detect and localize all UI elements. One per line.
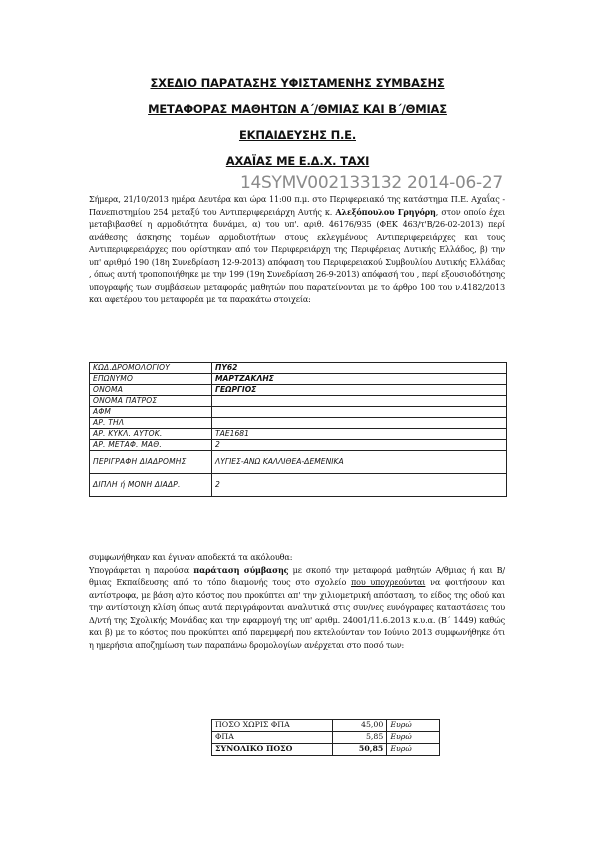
route-details-table: [89, 362, 507, 497]
route-table-row: [90, 363, 507, 374]
intro-text-3: με τα παρακάτω στοιχεία:: [206, 294, 311, 304]
route-field-value: ΛΥΓΙΕΣ-ΑΝΩ ΚΑΛΛΙΘΕΑ-ΔΕΜΕΝΙΚΑ: [212, 451, 507, 474]
route-field-value: ΜΑΡΤΖΑΚΛΗΣ: [212, 374, 507, 385]
cost-amount-cell: 50,85: [332, 744, 387, 756]
route-table-body: [90, 363, 507, 497]
agreement-paragraph: [89, 551, 505, 651]
agreement-text-1: Υπογράφεται η παρούσα: [89, 564, 194, 575]
route-field-value: ΤΑΕ1681: [212, 429, 507, 440]
route-table-row: [90, 407, 507, 418]
route-field-label: ΑΦΜ: [90, 407, 212, 418]
route-field-value: ΠΥ62: [212, 363, 507, 374]
route-field-value: 2: [212, 440, 507, 451]
cost-currency-cell: Ευρώ: [387, 720, 440, 732]
cost-table: [211, 719, 440, 756]
cost-table-row: [212, 732, 440, 744]
route-field-label: ΑΡ. ΤΗΛ: [90, 418, 212, 429]
route-table-row: [90, 374, 507, 385]
cost-table-row: [212, 744, 440, 756]
route-field-value: ΓΕΩΡΓΙΟΣ: [212, 385, 507, 396]
route-table-row: [90, 418, 507, 429]
title-line-3: ΕΚΠΑΙΔΕΥΣΗΣ Π.Ε.: [238, 128, 356, 142]
route-field-label: ΚΩΔ.ΔΡΟΜΟΛΟΓΙΟΥ: [90, 363, 212, 374]
route-field-value: [212, 396, 507, 407]
intro-text-2: , στον οποίο έχει μεταβιβασθεί η αρμοδιότητα δυνάμει, α) του υπ'. αριθ. 46176/935 (ΦΕΚ 463/τ'Β/26-02-2013) περί ανάθεσης άσκησης τομέων αρμοδιοτήτων στους εκλεγμένους Αντιπεριφερειάρχες και τους Αντιπεριφερειάρχες που ορίστηκαν από τον Περιφερειάρχη της Περιφέρειας Δυτικής Ελλάδος, β) την υπ' αριθμό 190 (18η Συνεδρίαση 12-9-2013) απόφαση του Περιφερειακού Συμβουλίου Δυτικής Ελλάδας , όπως αυτή τροποποιήθηκε με την 199 (19η Συνεδρίαση 26-9-2013) απόφασή του , περί εξουσιοδότησης υπογραφής των συμβάσεων μεταφοράς μαθητών που παρατείνονται με το άρθρο 100 του ν.4182/2013 και αφετέρου του μεταφορέα: [89, 206, 506, 304]
route-table-row: [90, 451, 507, 474]
cost-table-row: [212, 720, 440, 732]
route-table-row: [90, 429, 507, 440]
cost-label-cell: ΦΠΑ: [212, 732, 333, 744]
route-field-label: ΑΡ. ΚΥΚΛ. ΑΥΤΟΚ.: [90, 429, 212, 440]
route-field-label: ΔΙΠΛΗ ή ΜΟΝΗ ΔΙΑΔΡ.: [90, 474, 212, 497]
title-line-4: ΑΧΑΪΑΣ ΜΕ Ε.Δ.Χ. ΤΑΧΙ: [225, 154, 370, 168]
contract-extension-term: παράταση σύμβασης: [193, 564, 289, 575]
obligation-term: που υποχρεούνται: [350, 577, 426, 587]
cost-amount-cell: 45,00: [332, 720, 387, 732]
agreement-text-3: να φοιτήσουν και αντίστροφα, με βάση α)το κόστος που προκύπτει απ' την χιλιομετρική απόσταση, το είδος της οδού και την αντίστοιχη κλίση όπως αυτά περιγράφονται αναλυτικά στις συν/νες ευνόγραφες καταστάσεις του Δ/ντή της Σχολικής Μονάδας και την εφαρμογή της υπ' αριθμ. 24001/11.6.2013 κ.υ.α. (Β΄ 1449) καθώς και β) με το κόστος που προκύπτει από παρεμφερή που εκτελούνταν τον Ιούνιο 2013 συμφωνήθηκε ότι η ημερήσια αποζημίωση των παραπάνω δρομολογίων ανέρχεται στο ποσό των:: [89, 577, 506, 650]
route-table-row: [90, 474, 507, 497]
cost-currency-cell: Ευρώ: [387, 732, 440, 744]
intro-paragraph: [89, 193, 505, 306]
route-field-value: [212, 418, 507, 429]
cost-label-cell: ΣΥΝΟΛΙΚΟ ΠΟΣΟ: [212, 744, 333, 756]
route-table-row: [90, 396, 507, 407]
route-field-value: [212, 407, 507, 418]
route-field-label: ΟΝΟΜΑ ΠΑΤΡΟΣ: [90, 396, 212, 407]
route-field-label: ΟΝΟΜΑ: [90, 385, 212, 396]
document-title-block: [0, 70, 595, 174]
cost-currency-cell: Ευρώ: [387, 744, 440, 756]
cost-label-cell: ΠΟΣΟ ΧΩΡΙΣ ΦΠΑ: [212, 720, 333, 732]
title-line-1: ΣΧΕΔΙΟ ΠΑΡΑΤΑΣΗΣ ΥΦΙΣΤΑΜΕΝΗΣ ΣΥΜΒΑΣΗΣ: [150, 76, 445, 90]
intro-text-1: Σήμερα, 21/10/2013 ημέρα Δευτέρα και ώρα 11:00 π.μ. στο Περιφερειακό της κατάστημα Π.Ε. Αχαΐας - Πανεπιστημίου 254 μεταξύ του Αντιπεριφερειάρχη Αυτής κ.: [89, 194, 505, 217]
agreement-text-2: με σκοπό την μεταφορά μαθητών Α/θμιας ή και Β/θμιας Εκπαίδευσης από το τόπο διαμονής τους στο σχολείο: [89, 564, 505, 587]
route-field-label: ΕΠΩΝΥΜΟ: [90, 374, 212, 385]
cost-amount-cell: 5,85: [332, 732, 387, 744]
route-table-row: [90, 440, 507, 451]
cost-table-body: [212, 720, 440, 756]
route-table-row: [90, 385, 507, 396]
route-field-label: ΠΕΡΙΓΡΑΦΗ ΔΙΑΔΡΟΜΗΣ: [90, 451, 212, 474]
title-line-2: ΜΕΤΑΦΟΡΑΣ ΜΑΘΗΤΩΝ Α΄/ΘΜΙΑΣ ΚΑΙ Β΄/ΘΜΙΑΣ: [148, 102, 447, 116]
route-field-value: 2: [212, 474, 507, 497]
route-field-label: ΑΡ. ΜΕΤΑΦ. ΜΑΘ.: [90, 440, 212, 451]
registry-stamp: 14SYMV002133132 2014-06-27: [240, 173, 503, 193]
agreement-intro: συμφωνήθηκαν και έγιναν αποδεκτά τα ακόλουθα:: [89, 552, 293, 562]
official-name: Αλεξόπουλου Γρηγόρη: [335, 206, 436, 217]
